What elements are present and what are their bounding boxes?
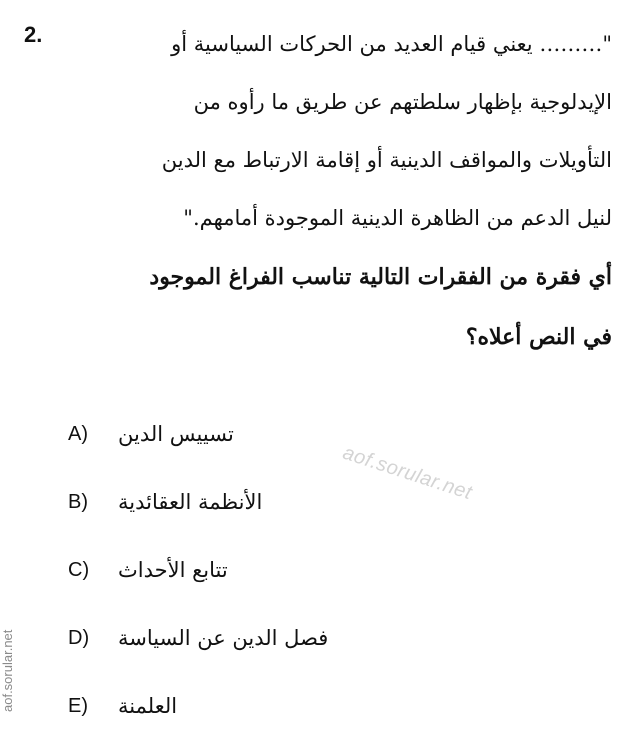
option-letter: C) <box>68 558 90 581</box>
passage-line: لنيل الدعم من الظاهرة الدينية الموجودة أمامهم." <box>183 206 612 230</box>
side-watermark: aof.sorular.net <box>0 629 15 712</box>
option-e[interactable] <box>68 672 328 740</box>
option-letter: E) <box>68 694 88 717</box>
option-a[interactable] <box>68 400 328 468</box>
prompt-line: في النص أعلاه؟ <box>465 324 612 350</box>
prompt-line: أي فقرة من الفقرات التالية تناسب الفراغ الموجود <box>149 264 612 290</box>
option-text: فصل الدين عن السياسة <box>118 626 329 650</box>
question-prompt <box>62 252 612 372</box>
option-d[interactable] <box>68 604 328 672</box>
option-text: تتابع الأحداث <box>118 558 228 582</box>
option-letter: D) <box>68 626 90 649</box>
answer-options <box>68 400 328 740</box>
passage-line: "……… يعني قيام العديد من الحركات السياسية أو <box>171 32 612 56</box>
passage-line: الإيدلوجية بإظهار سلطتهم عن طريق ما رأوه من <box>193 90 612 114</box>
option-letter: B) <box>68 490 88 513</box>
option-text: الأنظمة العقائدية <box>118 490 263 514</box>
passage-line: التأويلات والمواقف الدينية أو إقامة الارتباط مع الدين <box>161 148 612 172</box>
option-b[interactable] <box>68 468 328 536</box>
option-text: العلمنة <box>118 694 178 718</box>
option-letter: A) <box>68 422 88 445</box>
question-number: 2. <box>24 22 43 47</box>
center-watermark: aof.sorular.net <box>340 441 475 505</box>
question-passage <box>62 22 612 254</box>
option-text: تسييس الدين <box>118 422 234 446</box>
option-c[interactable] <box>68 536 328 604</box>
